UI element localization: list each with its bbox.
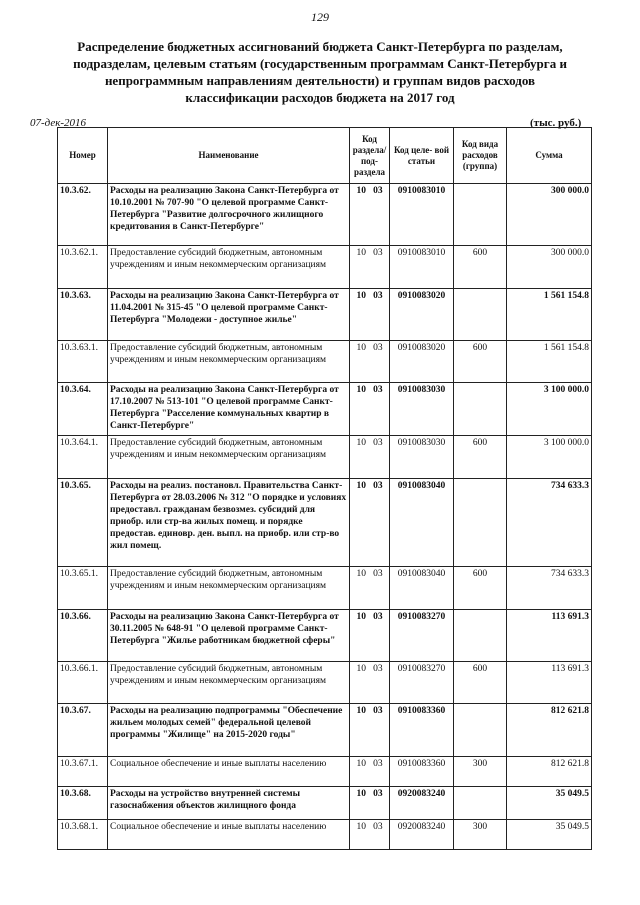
row-section-code-cell — [350, 246, 390, 289]
row-section-code-cell — [350, 757, 390, 787]
row-section-code-cell — [350, 289, 390, 341]
row-section-code-cell — [350, 479, 390, 567]
subsection-code: 03 — [373, 822, 383, 832]
row-target-code-cell: 0910083010 — [390, 246, 454, 289]
row-target-code-cell: 0910083360 — [390, 757, 454, 787]
table-row — [58, 704, 592, 757]
row-name-cell: Расходы на реализацию Закона Санкт-Петербурга от 10.10.2001 № 707-90 "О целевой программе Санкт-Петербурга "Развитие долгосрочного жилищного кредитования в Санкт-Петербурге" — [108, 184, 350, 246]
row-sum-cell: 812 621.8 — [507, 704, 592, 757]
row-section-code-cell — [350, 662, 390, 704]
subsection-code: 03 — [373, 612, 383, 622]
section-code: 10 — [356, 186, 366, 196]
table-row — [58, 787, 592, 820]
row-target-code-cell: 0920083240 — [390, 787, 454, 820]
row-sum-cell: 113 691.3 — [507, 662, 592, 704]
row-sum-cell: 812 621.8 — [507, 757, 592, 787]
row-section-code-cell — [350, 704, 390, 757]
subsection-code: 03 — [373, 248, 383, 258]
subsection-code: 03 — [373, 385, 383, 395]
row-name-cell: Расходы на устройство внутренней системы газоснабжения объектов жилищного фонда — [108, 787, 350, 820]
row-target-code-cell: 0910083360 — [390, 704, 454, 757]
page-number: 129 — [311, 10, 329, 24]
row-expense-type-cell: 600 — [454, 662, 507, 704]
table-row — [58, 479, 592, 567]
row-expense-type-cell — [454, 289, 507, 341]
row-expense-type-cell: 300 — [454, 820, 507, 850]
row-section-code-cell — [350, 436, 390, 479]
row-number-cell: 10.3.65. — [58, 479, 108, 567]
row-expense-type-cell: 600 — [454, 436, 507, 479]
subsection-code: 03 — [373, 343, 383, 353]
document-date: 07-дек-2016 — [30, 117, 87, 129]
row-number-cell: 10.3.66.1. — [58, 662, 108, 704]
section-code: 10 — [356, 569, 366, 579]
row-expense-type-cell — [454, 610, 507, 662]
row-sum-cell: 734 633.3 — [507, 567, 592, 610]
row-section-code-cell — [350, 610, 390, 662]
row-sum-cell: 1 561 154.8 — [507, 289, 592, 341]
row-target-code-cell: 0910083020 — [390, 341, 454, 383]
row-target-code-cell: 0910083010 — [390, 184, 454, 246]
row-expense-type-cell — [454, 704, 507, 757]
row-section-code-cell — [350, 567, 390, 610]
row-sum-cell: 300 000.0 — [507, 184, 592, 246]
row-expense-type-cell — [454, 479, 507, 567]
row-sum-cell: 734 633.3 — [507, 479, 592, 567]
row-target-code-cell: 0910083040 — [390, 567, 454, 610]
page-title: Распределение бюджетных ассигнований бюджета Санкт-Петербурга по разделам, подразделам, целевым статьям (государственным программам Санкт-Петербурга и непрограммным направлениям деятельности) и группам видов расходов классификации расходов бюджета на 2017 год — [73, 39, 567, 105]
row-number-cell: 10.3.62.1. — [58, 246, 108, 289]
row-name-cell: Расходы на реализацию подпрограммы "Обеспечение жильем молодых семей" федеральной целевой программы "Жилище" на 2015-2020 годы" — [108, 704, 350, 757]
row-name-cell: Расходы на реализацию Закона Санкт-Петербурга от 11.04.2001 № 315-45 "О целевой программе Санкт-Петербурга "Молодежи - доступное жилье" — [108, 289, 350, 341]
row-target-code-cell: 0920083240 — [390, 820, 454, 850]
header-number: Номер — [58, 128, 108, 184]
row-number-cell: 10.3.67.1. — [58, 757, 108, 787]
table-row — [58, 184, 592, 246]
section-code: 10 — [356, 759, 366, 769]
section-code: 10 — [356, 822, 366, 832]
row-name-cell: Предоставление субсидий бюджетным, автономным учреждениям и иным некоммерческим организациям — [108, 662, 350, 704]
row-name-cell: Предоставление субсидий бюджетным, автономным учреждениям и иным некоммерческим организациям — [108, 341, 350, 383]
units-label: (тыс. руб.) — [530, 117, 582, 129]
header-expense-type: Код вида расходов (группа) — [454, 128, 507, 184]
row-name-cell: Предоставление субсидий бюджетным, автономным учреждениям и иным некоммерческим организациям — [108, 246, 350, 289]
row-number-cell: 10.3.63. — [58, 289, 108, 341]
row-name-cell: Расходы на реализ. постановл. Правительства Санкт-Петербурга от 28.03.2006 № 312 "О порядке и условиях предоставл. гражданам безвозмез. субсидий для приобр. или стр-ва жилых помещ. и порядке предостав. единовр. ден. выпл. на приобр. или стр-во жил помещ. — [108, 479, 350, 567]
row-number-cell: 10.3.65.1. — [58, 567, 108, 610]
subsection-code: 03 — [373, 291, 383, 301]
row-name-cell: Социальное обеспечение и иные выплаты населению — [108, 820, 350, 850]
row-number-cell: 10.3.62. — [58, 184, 108, 246]
row-sum-cell: 300 000.0 — [507, 246, 592, 289]
subsection-code: 03 — [373, 706, 383, 716]
section-code: 10 — [356, 789, 366, 799]
row-target-code-cell: 0910083030 — [390, 436, 454, 479]
row-sum-cell: 3 100 000.0 — [507, 383, 592, 436]
row-number-cell: 10.3.63.1. — [58, 341, 108, 383]
section-code: 10 — [356, 706, 366, 716]
section-code: 10 — [356, 291, 366, 301]
section-code: 10 — [356, 343, 366, 353]
subsection-code: 03 — [373, 664, 383, 674]
row-section-code-cell — [350, 787, 390, 820]
row-number-cell: 10.3.68.1. — [58, 820, 108, 850]
row-name-cell: Расходы на реализацию Закона Санкт-Петербурга от 17.10.2007 № 513-101 "О целевой программе Санкт-Петербурга "Расселение коммунальных квартир в Санкт-Петербурге" — [108, 383, 350, 436]
row-section-code-cell — [350, 820, 390, 850]
table-row — [58, 610, 592, 662]
row-section-code-cell — [350, 383, 390, 436]
table-row — [58, 820, 592, 850]
row-section-code-cell — [350, 341, 390, 383]
header-name: Наименование — [108, 128, 350, 184]
section-code: 10 — [356, 385, 366, 395]
row-sum-cell: 113 691.3 — [507, 610, 592, 662]
row-section-code-cell — [350, 184, 390, 246]
table-row — [58, 383, 592, 436]
section-code: 10 — [356, 664, 366, 674]
header-section-code: Код раздела/ под- раздела — [350, 128, 390, 184]
row-number-cell: 10.3.67. — [58, 704, 108, 757]
section-code: 10 — [356, 438, 366, 448]
row-expense-type-cell: 600 — [454, 341, 507, 383]
subsection-code: 03 — [373, 789, 383, 799]
row-sum-cell: 35 049.5 — [507, 820, 592, 850]
table-row — [58, 289, 592, 341]
row-number-cell: 10.3.64. — [58, 383, 108, 436]
table-row — [58, 436, 592, 479]
row-name-cell: Предоставление субсидий бюджетным, автономным учреждениям и иным некоммерческим организациям — [108, 436, 350, 479]
row-expense-type-cell: 600 — [454, 246, 507, 289]
row-target-code-cell: 0910083270 — [390, 662, 454, 704]
subsection-code: 03 — [373, 186, 383, 196]
section-code: 10 — [356, 481, 366, 491]
row-expense-type-cell — [454, 184, 507, 246]
row-sum-cell: 1 561 154.8 — [507, 341, 592, 383]
subsection-code: 03 — [373, 481, 383, 491]
table-row — [58, 662, 592, 704]
row-sum-cell: 3 100 000.0 — [507, 436, 592, 479]
table-row — [58, 567, 592, 610]
table-row — [58, 757, 592, 787]
table-row — [58, 246, 592, 289]
row-expense-type-cell: 300 — [454, 757, 507, 787]
row-target-code-cell: 0910083030 — [390, 383, 454, 436]
row-number-cell: 10.3.64.1. — [58, 436, 108, 479]
table-body — [58, 184, 592, 850]
row-expense-type-cell — [454, 383, 507, 436]
row-name-cell: Предоставление субсидий бюджетным, автономным учреждениям и иным некоммерческим организациям — [108, 567, 350, 610]
subsection-code: 03 — [373, 438, 383, 448]
row-target-code-cell: 0910083040 — [390, 479, 454, 567]
row-target-code-cell: 0910083270 — [390, 610, 454, 662]
header-target-code: Код целе- вой статьи — [390, 128, 454, 184]
subsection-code: 03 — [373, 759, 383, 769]
row-name-cell: Социальное обеспечение и иные выплаты населению — [108, 757, 350, 787]
row-name-cell: Расходы на реализацию Закона Санкт-Петербурга от 30.11.2005 № 648-91 "О целевой программе Санкт-Петербурга "Жилье работникам бюджетной сферы" — [108, 610, 350, 662]
section-code: 10 — [356, 612, 366, 622]
row-expense-type-cell: 600 — [454, 567, 507, 610]
row-number-cell: 10.3.68. — [58, 787, 108, 820]
budget-table — [57, 127, 592, 850]
header-sum: Сумма — [507, 128, 592, 184]
table-row — [58, 341, 592, 383]
section-code: 10 — [356, 248, 366, 258]
subsection-code: 03 — [373, 569, 383, 579]
row-target-code-cell: 0910083020 — [390, 289, 454, 341]
row-sum-cell: 35 049.5 — [507, 787, 592, 820]
row-number-cell: 10.3.66. — [58, 610, 108, 662]
row-expense-type-cell — [454, 787, 507, 820]
